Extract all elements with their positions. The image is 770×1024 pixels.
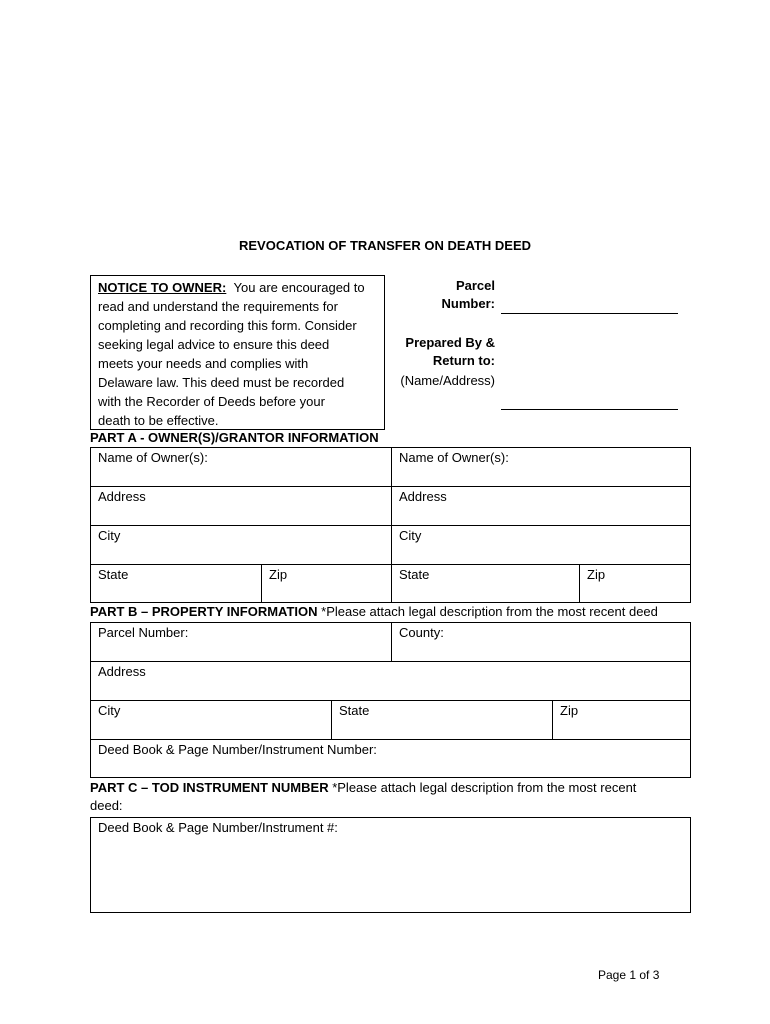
parcel-label xyxy=(395,277,495,313)
notice-line: read and understand the requirements for xyxy=(98,299,338,314)
city-right[interactable]: City xyxy=(391,525,690,564)
property-state-field[interactable]: State xyxy=(331,700,552,739)
parcel-number-line[interactable] xyxy=(501,313,678,314)
part-a-table xyxy=(90,447,691,603)
part-b-heading xyxy=(90,603,658,621)
prepared-label-line: Return to: xyxy=(432,353,495,368)
part-b-title: PART B – PROPERTY INFORMATION xyxy=(90,604,318,619)
notice-line: seeking legal advice to ensure this deed xyxy=(98,337,330,352)
part-c-title: PART C – TOD INSTRUMENT NUMBER xyxy=(90,780,329,795)
document-title: REVOCATION OF TRANSFER ON DEATH DEED xyxy=(238,238,532,253)
page-number: Page 1 of 3 xyxy=(598,968,660,982)
prepared-label-line: Prepared By & xyxy=(405,335,495,350)
owner-name-left[interactable]: Name of Owner(s): xyxy=(98,450,208,465)
part-c-line xyxy=(90,779,690,797)
notice-line: Delaware law. This deed must be recorded xyxy=(98,375,345,390)
owner-name-right[interactable]: Name of Owner(s): xyxy=(391,448,690,486)
property-city-field[interactable]: City xyxy=(91,700,331,739)
parcel-label-line: Number: xyxy=(441,296,495,311)
notice-text: You are encouraged to xyxy=(233,280,365,295)
part-c-heading xyxy=(90,779,690,815)
property-address-field[interactable]: Address xyxy=(91,661,690,700)
tod-instrument-field[interactable]: Deed Book & Page Number/Instrument #: xyxy=(98,820,338,835)
notice-line xyxy=(98,278,384,297)
zip-left[interactable]: Zip xyxy=(261,564,391,602)
part-c-note-continued: deed: xyxy=(90,798,123,813)
property-zip-field[interactable]: Zip xyxy=(552,700,690,739)
zip-right[interactable]: Zip xyxy=(579,564,690,602)
notice-line: with the Recorder of Deeds before your xyxy=(98,394,325,409)
part-a-heading: PART A - OWNER(S)/GRANTOR INFORMATION xyxy=(90,430,379,445)
part-c-note: *Please attach legal description from the most recent xyxy=(332,780,637,795)
parcel-label-line: Parcel xyxy=(455,278,495,293)
parcel-number-field[interactable]: Parcel Number: xyxy=(98,625,189,640)
notice-box xyxy=(90,275,385,430)
state-left[interactable]: State xyxy=(91,564,261,602)
notice-line: meets your needs and complies with xyxy=(98,356,309,371)
notice-lead: NOTICE TO OWNER: xyxy=(98,280,227,295)
address-right[interactable]: Address xyxy=(391,486,690,525)
part-c-table xyxy=(90,817,691,913)
county-field[interactable]: County: xyxy=(391,623,690,661)
address-left[interactable]: Address xyxy=(91,486,391,525)
name-address-label: (Name/Address) xyxy=(400,373,495,388)
notice-line: completing and recording this form. Consider xyxy=(98,318,357,333)
part-b-note: *Please attach legal description from the most recent deed xyxy=(321,604,658,619)
city-left[interactable]: City xyxy=(91,525,391,564)
return-to-line[interactable] xyxy=(501,409,678,410)
state-right[interactable]: State xyxy=(391,564,579,602)
deed-book-field[interactable]: Deed Book & Page Number/Instrument Number: xyxy=(91,739,690,777)
prepared-by-label xyxy=(375,334,495,370)
part-b-table xyxy=(90,622,691,778)
notice-line: death to be effective. xyxy=(98,413,219,428)
